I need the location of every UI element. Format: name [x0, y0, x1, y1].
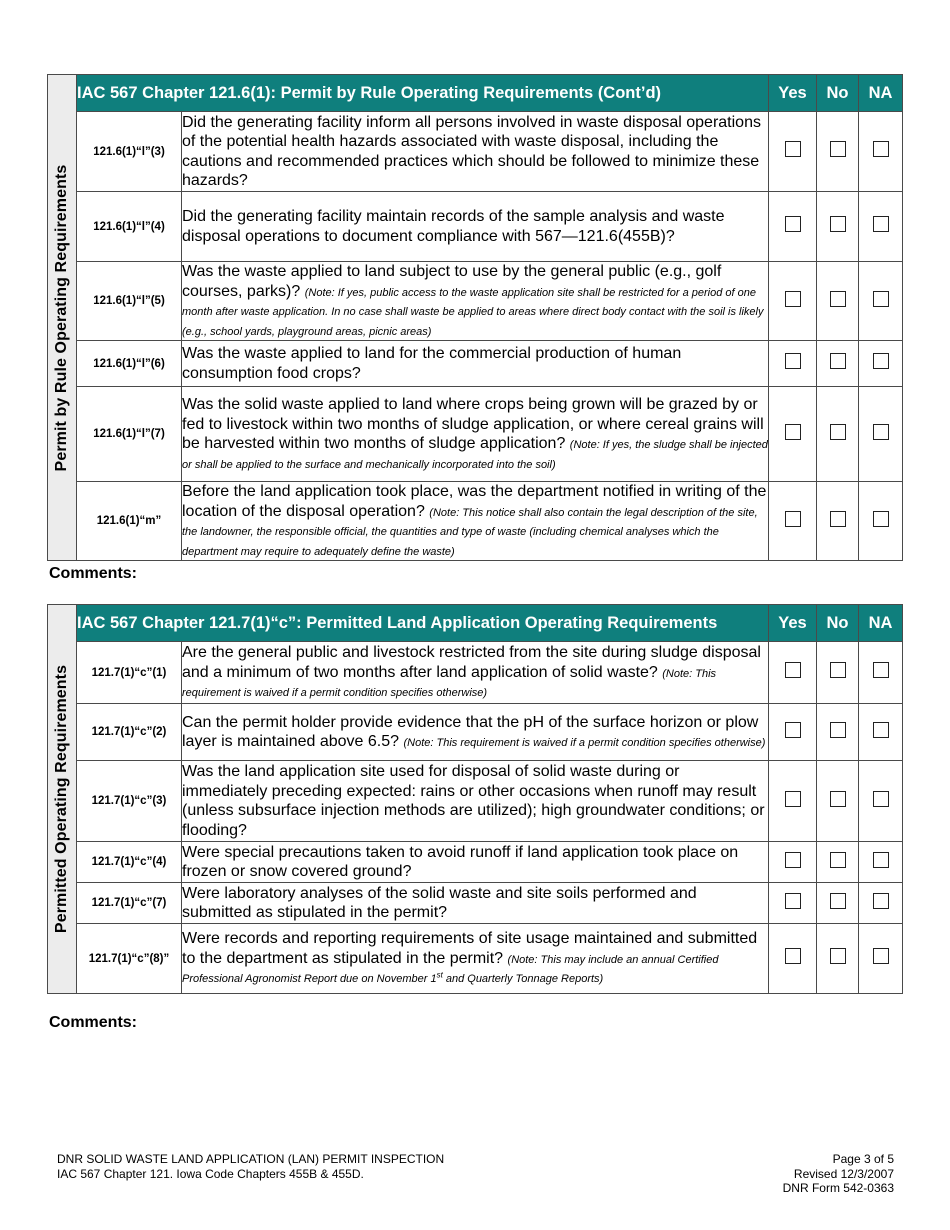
- answer-cell-na: [859, 924, 903, 994]
- table-row: [48, 924, 903, 994]
- answer-cell-yes: [769, 842, 817, 883]
- column-yes: Yes: [769, 75, 817, 112]
- checkbox-yes[interactable]: [785, 424, 801, 440]
- question-note: (Note: If yes, public access to the waste application site shall be restricted for a period of one month after waste application. In no case shall waste be applied to areas where direct body contact with the soil is likely (e.g., school yards, playground areas, picnic areas): [182, 286, 764, 338]
- table-header-title: IAC 567 Chapter 121.6(1): Permit by Rule Operating Requirements (Cont’d): [77, 75, 769, 112]
- answer-cell-no: [817, 642, 859, 704]
- checkbox-no[interactable]: [830, 511, 846, 527]
- column-yes: Yes: [769, 605, 817, 642]
- permit-by-rule-table: [47, 74, 903, 561]
- comments-label: Comments:: [49, 565, 138, 582]
- question-cell: [182, 112, 769, 192]
- table-row: [48, 387, 903, 482]
- rule-code: 121.6(1)“l”(7): [77, 387, 182, 482]
- answer-cell-no: [817, 482, 859, 561]
- page-number: Page 3 of 5: [832, 1152, 894, 1166]
- question-text: Were records and reporting requirements of site usage maintained and submitted to the department as stipulated in the permit?: [182, 930, 758, 967]
- question-cell: [182, 341, 769, 387]
- answer-cell-na: [859, 642, 903, 704]
- answer-cell-na: [859, 262, 903, 341]
- answer-cell-no: [817, 341, 859, 387]
- table-row: [48, 192, 903, 262]
- checkbox-yes[interactable]: [785, 141, 801, 157]
- table-row: [48, 704, 903, 761]
- checkbox-na[interactable]: [873, 424, 889, 440]
- checkbox-na[interactable]: [873, 353, 889, 369]
- footer-left: [57, 1152, 444, 1181]
- checkbox-no[interactable]: [830, 948, 846, 964]
- answer-cell-no: [817, 387, 859, 482]
- checkbox-no[interactable]: [830, 353, 846, 369]
- checkbox-yes[interactable]: [785, 893, 801, 909]
- rule-code: 121.6(1)“l”(6): [77, 341, 182, 387]
- checkbox-no[interactable]: [830, 893, 846, 909]
- column-no: No: [817, 75, 859, 112]
- question-cell: [182, 642, 769, 704]
- question-note: (Note: This requirement is waived if a permit condition specifies otherwise): [403, 737, 766, 749]
- answer-cell-yes: [769, 192, 817, 262]
- question-text: Was the waste applied to land subject to use by the general public (e.g., golf courses, parks)?: [182, 263, 722, 300]
- checkbox-na[interactable]: [873, 291, 889, 307]
- checkbox-yes[interactable]: [785, 852, 801, 868]
- question-text: Were laboratory analyses of the solid waste and site soils performed and submitted as stipulated in the permit?: [182, 884, 697, 921]
- checkbox-no[interactable]: [830, 291, 846, 307]
- answer-cell-na: [859, 883, 903, 924]
- table-row: [48, 883, 903, 924]
- answer-cell-no: [817, 262, 859, 341]
- question-note: (Note: This may include an annual Certified Professional Agronomist Report due on November 1st and Quarterly Tonnage Reports): [182, 953, 719, 986]
- question-text: Was the waste applied to land for the commercial production of human consumption food crops?: [182, 345, 682, 382]
- question-note: (Note: If yes, the sludge shall be injected or shall be applied to the surface and mechanically incorporated into the soil): [182, 439, 768, 471]
- column-na: NA: [859, 75, 903, 112]
- checkbox-na[interactable]: [873, 662, 889, 678]
- answer-cell-na: [859, 112, 903, 192]
- question-text: Was the solid waste applied to land where crops being grown will be grazed by or fed to livestock within two months of sludge application, or where cereal grains will be harvested within two months of sludge application?: [182, 396, 764, 452]
- question-text: Was the land application site used for disposal of solid waste during or immediately preceding expected: rains or other occasions when runoff may result (unless subsurface injection methods are utilized); high groundwater conditions; or flooding?: [182, 763, 765, 839]
- table-row: [48, 642, 903, 704]
- rule-code: 121.7(1)“c”(4): [77, 842, 182, 883]
- checkbox-no[interactable]: [830, 791, 846, 807]
- checkbox-no[interactable]: [830, 141, 846, 157]
- rule-code: 121.6(1)“l”(3): [77, 112, 182, 192]
- column-no: No: [817, 605, 859, 642]
- question-cell: [182, 387, 769, 482]
- question-cell: [182, 761, 769, 842]
- checkbox-no[interactable]: [830, 722, 846, 738]
- side-label-cell: [48, 75, 77, 561]
- rule-code: 121.7(1)“c”(8)”: [77, 924, 182, 994]
- checkbox-no[interactable]: [830, 662, 846, 678]
- question-text: Can the permit holder provide evidence that the pH of the surface horizon or plow layer is maintained above 6.5?: [182, 713, 759, 750]
- checkbox-na[interactable]: [873, 948, 889, 964]
- question-cell: [182, 842, 769, 883]
- checkbox-na[interactable]: [873, 791, 889, 807]
- checkbox-yes[interactable]: [785, 722, 801, 738]
- side-label: Permitted Operating Requirements: [53, 664, 70, 934]
- checkbox-no[interactable]: [830, 216, 846, 232]
- checkbox-no[interactable]: [830, 424, 846, 440]
- revision-date: Revised 12/3/2007: [793, 1166, 894, 1181]
- rule-code: 121.6(1)“l”(4): [77, 192, 182, 262]
- rule-code: 121.7(1)“c”(1): [77, 642, 182, 704]
- side-label: Permit by Rule Operating Requirements: [53, 164, 70, 471]
- rule-code: 121.6(1)“l”(5): [77, 262, 182, 341]
- question-cell: [182, 883, 769, 924]
- checkbox-yes[interactable]: [785, 291, 801, 307]
- question-text: Before the land application took place, was the department notified in writing of the location of the disposal operation?: [182, 483, 767, 520]
- checkbox-na[interactable]: [873, 893, 889, 909]
- answer-cell-na: [859, 387, 903, 482]
- answer-cell-no: [817, 761, 859, 842]
- answer-cell-na: [859, 341, 903, 387]
- table-header-title: IAC 567 Chapter 121.7(1)“c”: Permitted Land Application Operating Requirements: [77, 605, 769, 642]
- question-text: Did the generating facility inform all persons involved in waste disposal operations of the potential health hazards associated with waste disposal, including the cautions and recommended practices which should be followed to minimize these hazards?: [182, 113, 761, 189]
- checkbox-yes[interactable]: [785, 791, 801, 807]
- table-row: [48, 262, 903, 341]
- answer-cell-no: [817, 704, 859, 761]
- checkbox-na[interactable]: [873, 722, 889, 738]
- answer-cell-no: [817, 924, 859, 994]
- answer-cell-yes: [769, 704, 817, 761]
- answer-cell-yes: [769, 262, 817, 341]
- answer-cell-na: [859, 842, 903, 883]
- checkbox-no[interactable]: [830, 852, 846, 868]
- footer-form-title: DNR SOLID WASTE LAND APPLICATION (LAN) PERMIT INSPECTION: [57, 1152, 445, 1166]
- checkbox-yes[interactable]: [785, 511, 801, 527]
- table-row: [48, 842, 903, 883]
- permitted-operating-table: [47, 604, 903, 994]
- footer-right: [783, 1152, 894, 1196]
- table-row: [48, 112, 903, 192]
- answer-cell-na: [859, 482, 903, 561]
- table-row: [48, 482, 903, 561]
- comments-label: Comments:: [49, 1014, 138, 1031]
- question-note: (Note: This requirement is waived if a permit condition specifies otherwise): [182, 667, 717, 700]
- question-cell: [182, 482, 769, 561]
- checkbox-na[interactable]: [873, 852, 889, 868]
- rule-code: 121.7(1)“c”(2): [77, 704, 182, 761]
- answer-cell-yes: [769, 387, 817, 482]
- question-text: Did the generating facility maintain records of the sample analysis and waste disposal operations to document compliance with 567—121.6(455B)?: [182, 208, 725, 245]
- table-row: [48, 761, 903, 842]
- answer-cell-no: [817, 112, 859, 192]
- table-row: [48, 341, 903, 387]
- column-na: NA: [859, 605, 903, 642]
- question-text: Were special precautions taken to avoid runoff if land application took place on frozen or snow covered ground?: [182, 843, 739, 880]
- rule-code: 121.7(1)“c”(7): [77, 883, 182, 924]
- question-cell: [182, 262, 769, 341]
- form-number: DNR Form 542-0363: [782, 1181, 894, 1195]
- rule-code: 121.7(1)“c”(3): [77, 761, 182, 842]
- answer-cell-no: [817, 883, 859, 924]
- question-cell: [182, 924, 769, 994]
- answer-cell-yes: [769, 112, 817, 192]
- footer-code-reference: IAC 567 Chapter 121. Iowa Code Chapters 455B & 455D.: [57, 1166, 364, 1181]
- checkbox-yes[interactable]: [785, 948, 801, 964]
- checkbox-yes[interactable]: [785, 216, 801, 232]
- answer-cell-na: [859, 761, 903, 842]
- answer-cell-yes: [769, 482, 817, 561]
- rule-code: 121.6(1)“m”: [77, 482, 182, 561]
- checkbox-na[interactable]: [873, 141, 889, 157]
- answer-cell-yes: [769, 642, 817, 704]
- answer-cell-yes: [769, 883, 817, 924]
- answer-cell-na: [859, 704, 903, 761]
- question-cell: [182, 704, 769, 761]
- checkbox-yes[interactable]: [785, 353, 801, 369]
- answer-cell-yes: [769, 341, 817, 387]
- checkbox-na[interactable]: [873, 216, 889, 232]
- side-label-cell: [48, 605, 77, 994]
- question-text: Are the general public and livestock restricted from the site during sludge disposal and a minimum of two months after land application of solid waste?: [182, 644, 761, 681]
- answer-cell-no: [817, 842, 859, 883]
- answer-cell-yes: [769, 924, 817, 994]
- checkbox-na[interactable]: [873, 511, 889, 527]
- question-note: (Note: This notice shall also contain the legal description of the site, the landowner, the responsible official, the quantities and type of waste (including chemical analyses which the department may require to adequately define the waste): [182, 506, 758, 558]
- answer-cell-na: [859, 192, 903, 262]
- answer-cell-yes: [769, 761, 817, 842]
- checkbox-yes[interactable]: [785, 662, 801, 678]
- answer-cell-no: [817, 192, 859, 262]
- question-cell: [182, 192, 769, 262]
